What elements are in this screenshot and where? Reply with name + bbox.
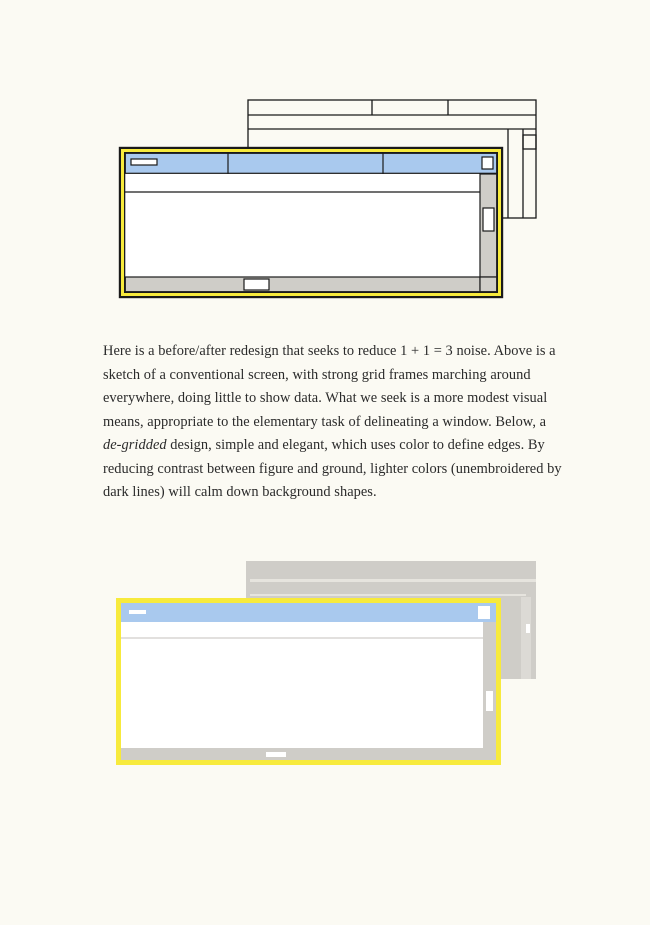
- horizontal-scrollbar[interactable]: [125, 277, 480, 292]
- degridded-window-figure: [116, 561, 540, 767]
- zoom-box-icon[interactable]: [482, 157, 493, 169]
- size-box-icon[interactable]: [480, 277, 497, 292]
- foreground-window: [119, 147, 503, 298]
- paragraph-part-2: noise. Above is a sketch of a conventional screen, with strong grid frames marching around everywhere, doing little to show data. What we seek is a more modest visual means, appropriate to the elementary task of delineating a window. Below, a: [103, 343, 556, 430]
- horizontal-scroll-thumb[interactable]: [244, 279, 269, 290]
- vertical-scroll-thumb[interactable]: [483, 208, 494, 231]
- window-menu-icon[interactable]: [131, 159, 157, 165]
- zoom-box-icon[interactable]: [478, 606, 490, 619]
- horizontal-scrollbar[interactable]: [121, 748, 483, 760]
- horizontal-scroll-thumb[interactable]: [266, 752, 286, 757]
- vertical-scroll-thumb[interactable]: [486, 691, 493, 711]
- formula-text: 1 + 1 = 3: [400, 343, 453, 359]
- title-bar[interactable]: [121, 603, 496, 622]
- paragraph-part-1: Here is a before/after redesign that seeks to reduce: [103, 343, 401, 359]
- body-paragraph: [103, 340, 563, 505]
- gridded-window-figure: [118, 98, 542, 300]
- paragraph-part-3: design, simple and elegant, which uses color to define edges. By reducing contrast between figure and ground, lighter colors (unembroidered by dark lines) will calm down background shapes.: [103, 437, 562, 500]
- window-menu-icon[interactable]: [129, 610, 146, 614]
- emphasis-text: de-gridded: [103, 437, 167, 453]
- foreground-window-soft: [116, 598, 501, 765]
